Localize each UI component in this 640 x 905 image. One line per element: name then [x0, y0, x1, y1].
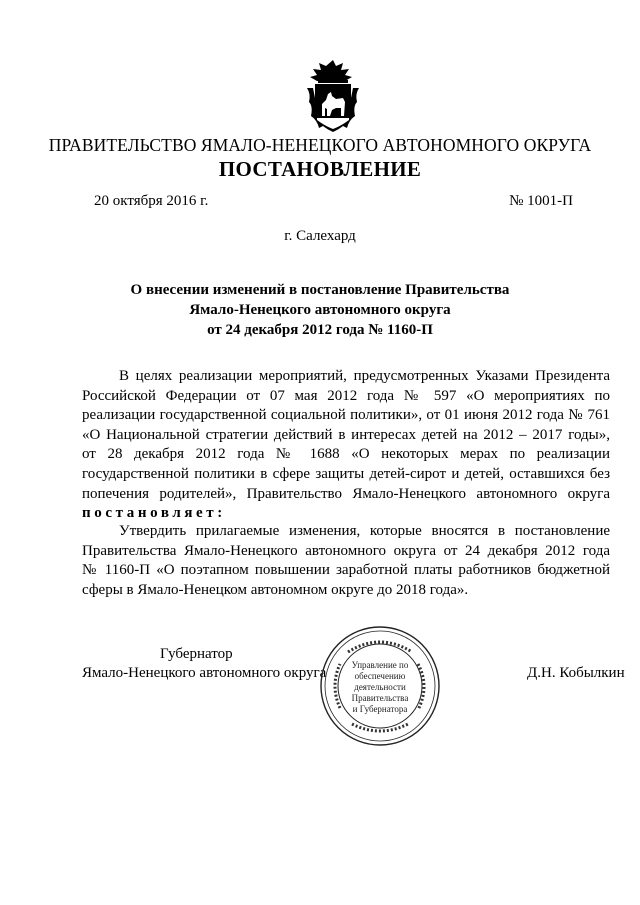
document-city: г. Салехард	[284, 228, 356, 244]
document-date: 20 октября 2016 г.	[94, 193, 209, 209]
stamp-text-line: обеспечению	[354, 671, 406, 681]
document-number: № 1001-П	[509, 193, 573, 209]
signer-title-line2: Ямало-Ненецкого автономного округа	[82, 665, 327, 681]
paragraph-line: Российской Федерации от 07 мая 2012 года № 597 «О мероприятиях по	[82, 387, 610, 404]
paragraph-line: В целях реализации мероприятий, предусмотренных Указами Президента	[119, 368, 610, 384]
stamp-text-line: Управление по	[351, 660, 409, 670]
paragraph-line: «О Национальной стратегии действий в интересах детей на 2012 – 2017 годы»,	[82, 426, 610, 443]
organization-name: ПРАВИТЕЛЬСТВО ЯМАЛО-НЕНЕЦКОГО АВТОНОМНОГО ОКРУГА	[48, 135, 592, 155]
paragraph-line: государственной политики в сфере защиты детей-сирот и детей, оставшихся без	[82, 465, 610, 482]
coat-of-arms-icon	[305, 58, 361, 134]
preamble-paragraph	[82, 367, 610, 524]
paragraph-line: попечения родителей», Правительство Ямало-Ненецкого автономного округа	[82, 485, 610, 502]
document-type: ПОСТАНОВЛЕНИЕ	[218, 157, 422, 181]
document-subject	[0, 280, 640, 340]
signer-name: Д.Н. Кобылкин	[527, 665, 625, 681]
subject-line: О внесении изменений в постановление Правительства	[130, 282, 510, 298]
resolves-word: постановляет:	[82, 505, 226, 522]
paragraph-line: № 1160-П «О поэтапном повышении заработной платы работников бюджетной	[82, 562, 610, 579]
subject-line: Ямало-Ненецкого автономного округа	[189, 302, 451, 318]
stamp-text-line: Правительства	[351, 693, 409, 703]
paragraph-line: Утвердить прилагаемые изменения, которые вносятся в постановление	[119, 523, 610, 539]
seal-stamp	[318, 624, 442, 748]
paragraph-line: от 28 декабря 2012 года № 1688 «О некоторых мерах по реализации	[82, 446, 610, 463]
stamp-text-line: деятельности	[354, 682, 406, 692]
paragraph-line: реализации государственной социальной политики», от 01 июня 2012 года № 761	[82, 407, 610, 424]
resolution-paragraph	[82, 522, 610, 600]
signer-title-line1: Губернатор	[160, 646, 233, 662]
subject-line: от 24 декабря 2012 года № 1160-П	[207, 322, 433, 338]
paragraph-line: Правительства Ямало-Ненецкого автономного округа от 24 декабря 2012 года	[82, 542, 610, 559]
paragraph-line: сферы в Ямало-Ненецком автономном округе до 2018 года».	[82, 581, 469, 598]
stamp-text-line: и Губернатора	[352, 704, 408, 714]
